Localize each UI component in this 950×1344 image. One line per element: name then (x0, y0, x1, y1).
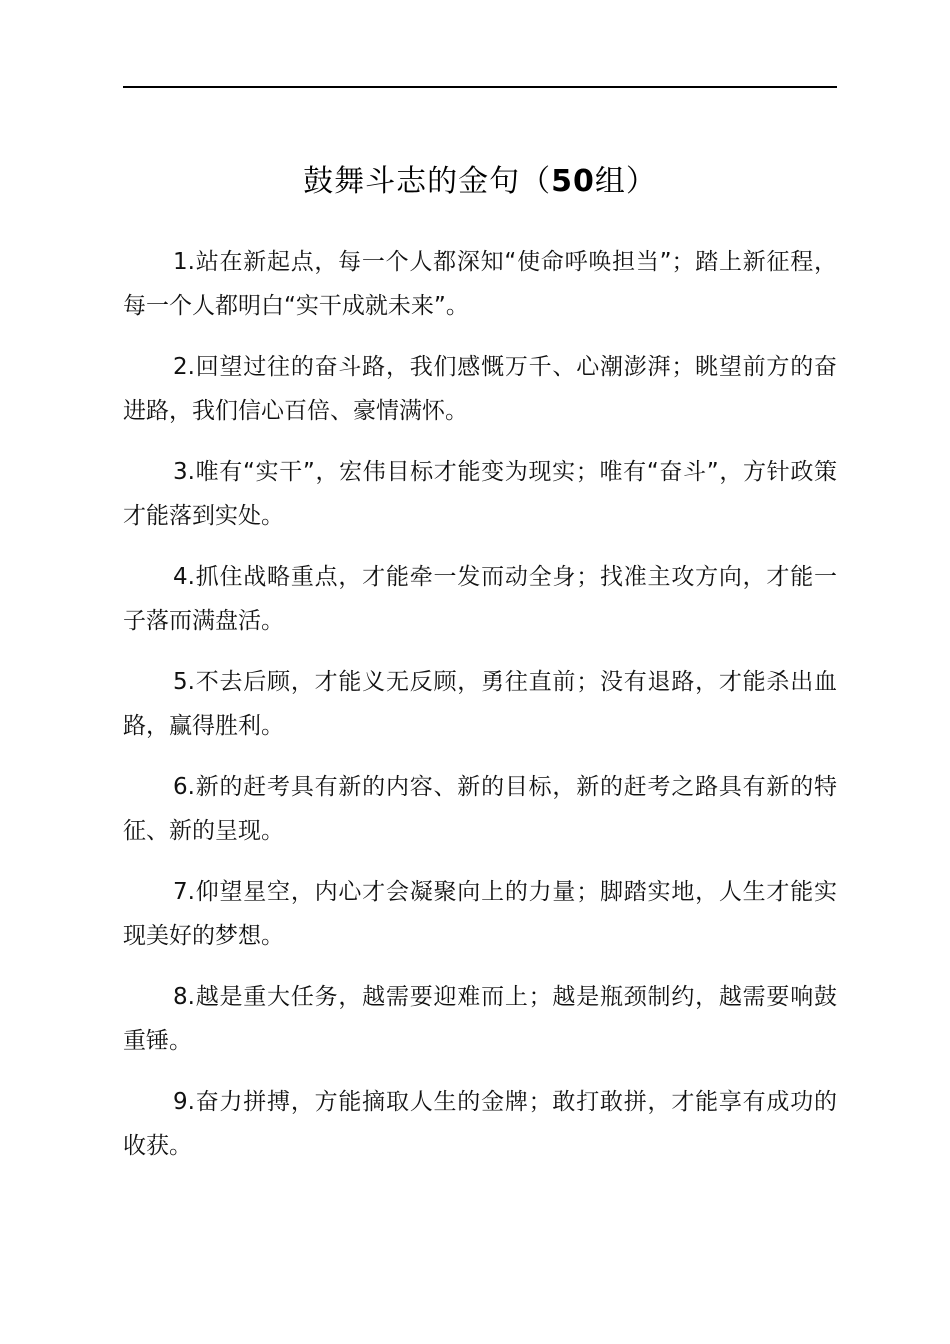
quote-item-8: 8.越是重大任务，越需要迎难而上；越是瓶颈制约，越需要响鼓重锤。 (123, 984, 837, 1054)
quote-item-3: 3.唯有“实干”，宏伟目标才能变为现实；唯有“奋斗”，方针政策才能落到实处。 (123, 459, 837, 529)
quote-item-5: 5.不去后顾，才能义无反顾，勇往直前；没有退路，才能杀出血路，赢得胜利。 (123, 669, 837, 739)
quote-item-6: 6.新的赶考具有新的内容、新的目标，新的赶考之路具有新的特征、新的呈现。 (123, 774, 837, 844)
title-number: 50 (551, 164, 595, 199)
quote-item-7: 7.仰望星空，内心才会凝聚向上的力量；脚踏实地，人生才能实现美好的梦想。 (123, 879, 837, 949)
quote-list (123, 240, 837, 1185)
title-suffix: 组） (594, 164, 657, 199)
quote-item-9: 9.奋力拼搏，方能摘取人生的金牌；敢打敢拼，才能享有成功的收获。 (123, 1089, 837, 1159)
page-title (123, 160, 837, 204)
header-rule (123, 86, 837, 88)
title-prefix: 鼓舞斗志的金句（ (303, 164, 552, 199)
quote-item-2: 2.回望过往的奋斗路，我们感慨万千、心潮澎湃；眺望前方的奋进路，我们信心百倍、豪情满怀。 (123, 354, 837, 424)
quote-item-1: 1.站在新起点，每一个人都深知“使命呼唤担当”；踏上新征程，每一个人都明白“实干成就未来”。 (123, 249, 837, 319)
quote-item-4: 4.抓住战略重点，才能牵一发而动全身；找准主攻方向，才能一子落而满盘活。 (123, 564, 837, 634)
